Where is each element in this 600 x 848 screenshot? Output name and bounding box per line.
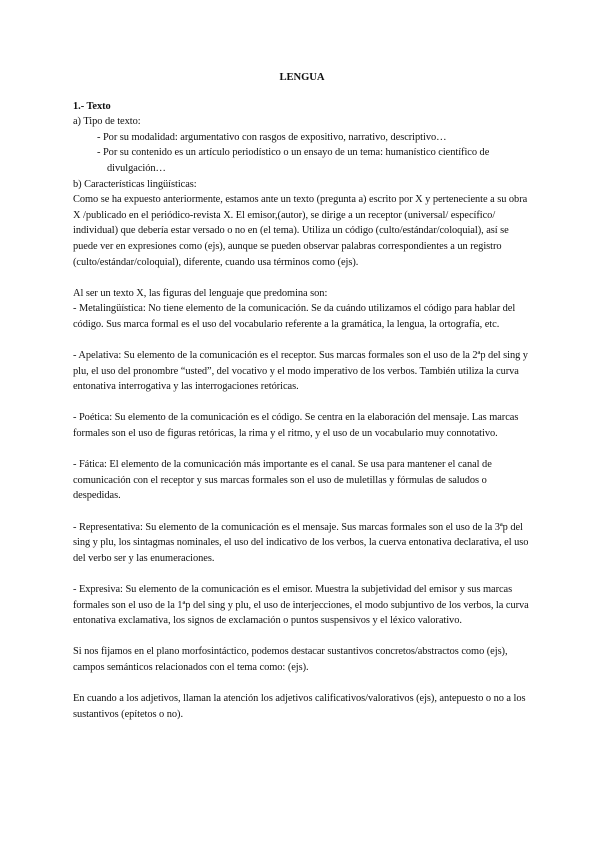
phatic-paragraph: - Fática: El elemento de la comunicación más importante es el canal. Se usa para mantener el canal de comunicación con el receptor y sus marcas formales son el uso de muletillas y fórmulas de saludos o despedidas. xyxy=(73,459,492,502)
text-type-list xyxy=(73,130,533,177)
intro-paragraph: Como se ha expuesto anteriormente, estamos ante un texto (pregunta a) escrito por X y perteneciente a su obra X /publicado en el periódico-revista X. El emisor,(autor), se dirige a un receptor (universal/ específico/ individual) que debería estar versado o no en (el tema). Utiliza un código (culto/estándar/coloquial), así se puede ver en expresiones como (ejs), aunque se pueden observar palabras correspondientes a un registro (culto/estándar/coloquial), diferente, cuando usa términos como (ejs). xyxy=(73,194,528,268)
page-title: LENGUA xyxy=(279,72,325,83)
morphosyntactic-paragraph: Si nos fijamos en el plano morfosintáctico, podemos destacar sustantivos concretos/abstractos como (ejs), campos semánticos relacionados con el tema como: (ejs). xyxy=(73,646,508,673)
list-item: - Por su modalidad: argumentativo con rasgos de expositivo, narrativo, descriptivo… xyxy=(97,131,447,143)
expressive-paragraph: - Expresiva: Su elemento de la comunicación es el emisor. Muestra la subjetividad del emisor y sus marcas formales son el uso de la 1ªp del sing y plu, el uso de interjecciones, el modo subjuntivo de los verbos, la curva entonativa exclamativa, los signos de exclamación o puntos suspensivos y el léxico valorativo. xyxy=(73,584,529,627)
subsection-a-label: a) Tipo de texto: xyxy=(73,116,141,128)
functions-intro-paragraph: Al ser un texto X, las figuras del lenguaje que predomina son: xyxy=(73,287,328,299)
adjectives-paragraph: En cuando a los adjetivos, llaman la atención los adjetivos calificativos/valorativos (ejs), antepuesto o no a los sustantivos (epítetos o no). xyxy=(73,693,526,720)
subsection-b-label: b) Características lingüísticas: xyxy=(73,178,197,190)
appellative-paragraph: - Apelativa: Su elemento de la comunicación es el receptor. Sus marcas formales son el uso de la 2ªp del sing y plu, el uso del pronombre “usted”, del vocativo y el modo imperativo de los verbos. También utiliza la curva entonativa interrogativa y las interrogaciones retóricas. xyxy=(73,350,528,393)
poetic-paragraph: - Poética: Su elemento de la comunicación es el código. Se centra en la elaboración del mensaje. Las marcas formales son el uso de figuras retóricas, la rima y el ritmo, y el uso de un vocabulario muy connotativo. xyxy=(73,412,519,440)
metalinguistic-paragraph: - Metalingüística: No tiene elemento de la comunicación. Se da cuándo utilizamos el código para hablar del código. Sus marca formal es el uso del vocabulario referente a la gramática, la lengua, la ortografía, etc. xyxy=(73,303,516,330)
list-item: - Por su contenido es un artículo periodístico o un ensayo de un tema: humanístico científico de divulgación… xyxy=(97,147,490,174)
representative-paragraph: - Representativa: Su elemento de la comunicación es el mensaje. Sus marcas formales son el uso de la 3ªp del sing y plu, los sintagmas nominales, el uso del indicativo de los verbos, la cuerva entonativa declarativa, el uso del verbo ser y las enumeraciones. xyxy=(73,521,529,564)
section-heading: 1.- Texto xyxy=(73,100,111,112)
document-page xyxy=(73,70,533,722)
